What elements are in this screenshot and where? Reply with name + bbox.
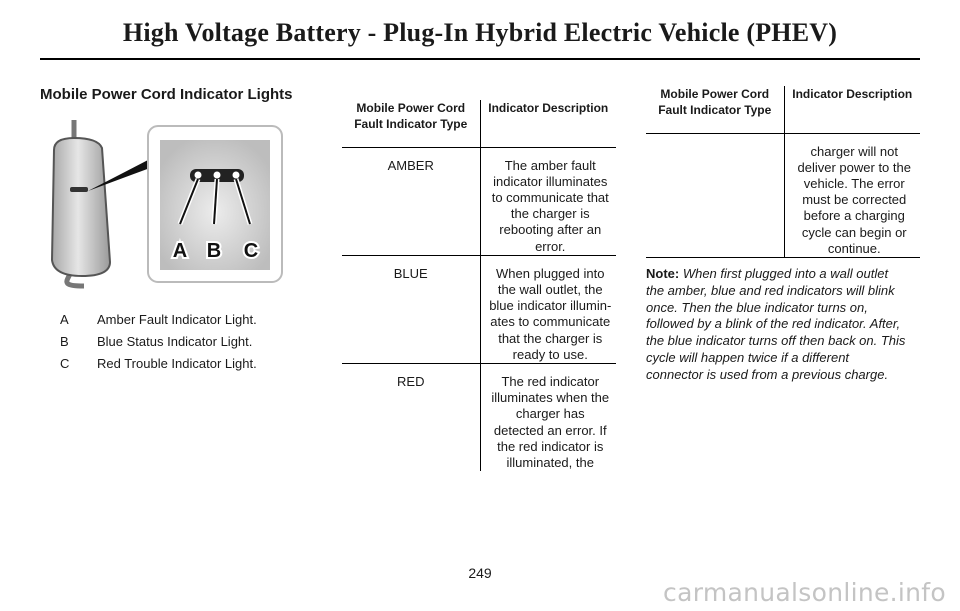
fault-indicator-table <box>342 100 616 471</box>
charger-body <box>52 138 110 276</box>
page-number: 249 <box>468 565 492 581</box>
callout-a: A <box>172 240 188 262</box>
charger-illustration <box>40 112 285 292</box>
legend-text: Red Trouble Indicator Light. <box>97 356 257 371</box>
legend-text: Amber Fault Indicator Light. <box>97 312 257 327</box>
table-row <box>646 133 920 257</box>
legend-key: A <box>60 312 69 327</box>
column-header-type: Mobile Power Cord Fault Indicator Type <box>342 100 480 147</box>
note-paragraph: Note: When first plugged into a wall outlet the amber, blue and red indicators will blink once. Then the blue indicator turns on, followed by a blink of the red indicator. After, the blue indicator turns off then back on. This cycle will happen twice if a different connector is used from a previous charge. <box>646 266 906 382</box>
callout-b: B <box>206 240 222 262</box>
indicator-type: AMBER <box>342 147 480 255</box>
watermark: carmanualsonline.info <box>663 578 946 607</box>
column-header-description: Indicator Description <box>784 86 920 133</box>
indicator-description: The amber fault indicator illuminates to communicate that the charger is rebooting after an error. <box>480 147 616 255</box>
table-row <box>342 363 616 471</box>
legend-item <box>60 334 300 356</box>
figure-legend <box>60 312 300 378</box>
indicator-type: BLUE <box>342 255 480 363</box>
column-header-type: Mobile Power Cord Fault Indicator Type <box>646 86 784 133</box>
indicator-type <box>646 133 784 257</box>
indicator-description: The red indicator illuminates when the charger has detected an error. If the red indicator is illuminated, the <box>491 373 610 470</box>
legend-key: C <box>60 356 70 371</box>
note-label: Note: <box>646 266 680 281</box>
indicator-type: RED <box>342 363 480 471</box>
callout-c: C <box>243 240 259 262</box>
table-row <box>342 147 616 255</box>
indicator-description: When plugged into the wall outlet, the blue indicator illumin- ates to communicate that the charger is ready to use. <box>480 255 616 363</box>
title-rule <box>40 58 920 60</box>
page-title: High Voltage Battery - Plug-In Hybrid Electric Vehicle (PHEV) <box>122 18 838 47</box>
fault-indicator-table-continued <box>646 86 920 258</box>
section-heading: Mobile Power Cord Indicator Lights <box>40 86 293 103</box>
column-header-description: Indicator Description <box>480 100 616 147</box>
table-row <box>342 255 616 363</box>
legend-item <box>60 356 300 378</box>
legend-text: Blue Status Indicator Light. <box>97 334 253 349</box>
legend-item <box>60 312 300 334</box>
legend-key: B <box>60 334 69 349</box>
indicator-description: charger will not deliver power to the vehicle. The error must be corrected before a charging cycle can begin or continue. <box>784 133 920 257</box>
